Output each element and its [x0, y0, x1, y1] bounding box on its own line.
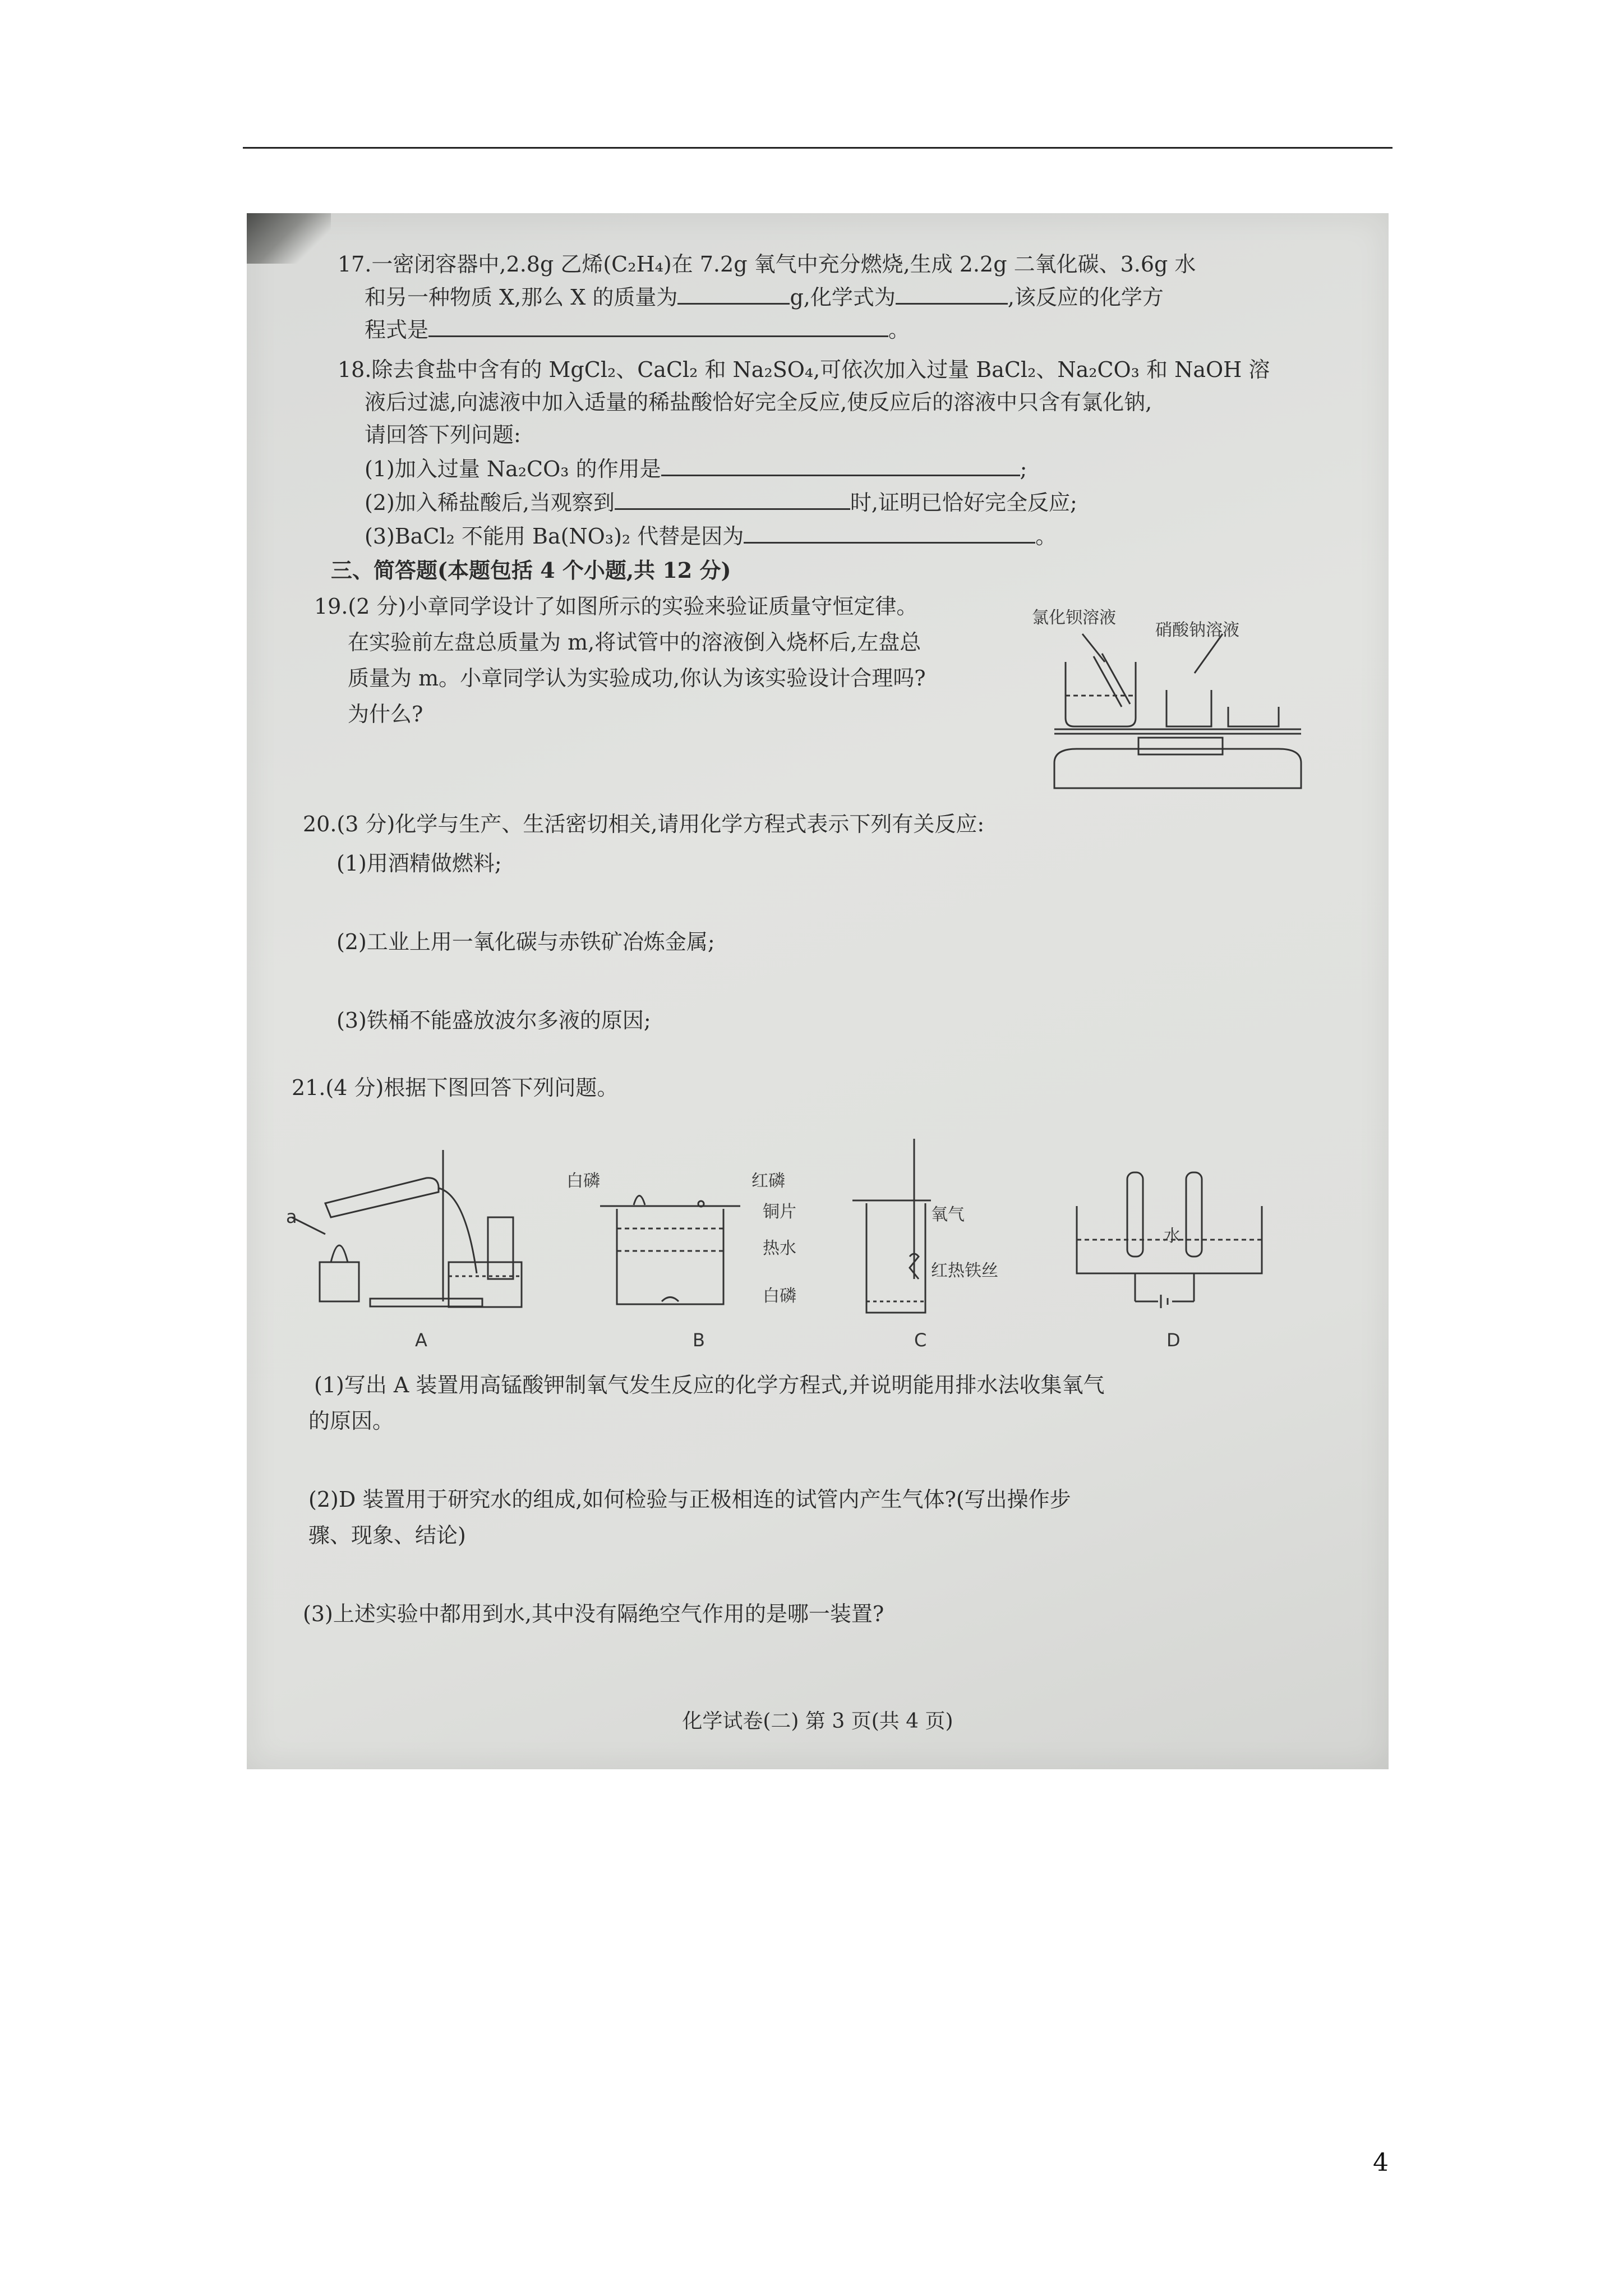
caption-d: D	[1166, 1329, 1181, 1351]
flame-icon	[634, 1196, 645, 1205]
q21-sub1-line1: (1)写出 A 装置用高锰酸钾制氧气发生反应的化学方程式,并说明能用排水法收集氧气	[314, 1373, 1105, 1397]
balance-base-top	[1138, 738, 1223, 754]
stand-base	[370, 1299, 482, 1306]
q21-sub3: (3)上述实验中都用到水,其中没有隔绝空气作用的是哪一装置?	[303, 1602, 884, 1626]
q19-line2: 在实验前左盘总质量为 m,将试管中的溶液倒入烧杯后,左盘总	[348, 630, 921, 655]
fig-a-label-a: a	[286, 1206, 297, 1227]
q18-sub2-text: (2)加入稀盐酸后,当观察到	[365, 490, 615, 515]
scanned-exam-page	[247, 213, 1389, 1769]
q18-sub3-text: (3)BaCl₂ 不能用 Ba(NO₃)₂ 代替是因为	[365, 524, 744, 549]
q17-line2-text-c: ,该反应的化学方	[1007, 285, 1164, 310]
caption-b: B	[693, 1329, 705, 1351]
fig-b-label-red-p: 红磷	[751, 1171, 785, 1191]
q19-line3: 质量为 m。小章同学认为实验成功,你认为该实验设计合理吗?	[348, 666, 926, 691]
header-rule	[243, 147, 1393, 149]
q18-line1: 18.除去食盐中含有的 MgCl₂、CaCl₂ 和 Na₂SO₄,可依次加入过量 BaCl₂、Na₂CO₃ 和 NaOH 溶	[338, 357, 1270, 382]
section-title: 三、简答题(本题包括 4 个小题,共 12 分)	[331, 558, 731, 583]
alcohol-lamp-block	[320, 1262, 359, 1301]
q18-sub1	[365, 452, 1027, 485]
q17-line1: 17.一密闭容器中,2.8g 乙烯(C₂H₄)在 7.2g 氧气中充分燃烧,生成 2.2g 二氧化碳、3.6g 水	[338, 252, 1196, 277]
red-phosphorus	[698, 1201, 704, 1207]
q17-line3	[365, 313, 910, 346]
q17-line2-text-a: 和另一种物质 X,那么 X 的质量为	[365, 285, 678, 310]
fig-b-label-white-p2: 白磷	[763, 1286, 796, 1306]
beaker-icon	[617, 1209, 723, 1304]
pointer-line-right	[1195, 634, 1223, 673]
water-trough	[449, 1262, 522, 1307]
q19-line1: 19.(2 分)小章同学设计了如图所示的实验来验证质量守恒定律。	[314, 594, 918, 619]
q18-line2: 液后过滤,向滤液中加入适量的稀盐酸恰好完全反应,使反应后的溶液中只含有氯化钠,	[365, 390, 1152, 415]
test-tube-right	[1186, 1172, 1202, 1257]
q17-blank-formula[interactable]	[896, 280, 1008, 305]
q17-line2-text-b: g,化学式为	[790, 285, 896, 310]
fig-b-label-white-p: 白磷	[566, 1171, 600, 1191]
q21-sub2-line1: (2)D 装置用于研究水的组成,如何检验与正极相连的试管内产生气体?(写出操作步	[308, 1487, 1071, 1512]
fig-c-label-oxygen: 氧气	[931, 1205, 965, 1225]
caption-a: A	[415, 1329, 427, 1351]
weights-icon	[1228, 707, 1279, 726]
q19-balance-figure	[1043, 628, 1324, 797]
q18-sub2	[365, 486, 1077, 519]
q17-blank-mass[interactable]	[677, 280, 790, 305]
fig-d-label-water: 水	[1164, 1226, 1181, 1246]
scan-shadow-corner	[247, 213, 331, 264]
q18-blank-1[interactable]	[661, 452, 1020, 476]
q19-label-bacl2: 氯化钡溶液	[1032, 608, 1116, 628]
q18-sub1-text: (1)加入过量 Na₂CO₃ 的作用是	[365, 457, 661, 481]
test-tube-left	[1127, 1172, 1143, 1257]
fig-b-label-copper: 铜片	[763, 1202, 796, 1222]
figure-a-kmno4-apparatus	[286, 1150, 527, 1318]
page-number: 4	[1373, 2148, 1389, 2177]
q18-line3: 请回答下列问题:	[365, 422, 521, 447]
q21-sub1-line2: 的原因。	[308, 1409, 394, 1433]
q17-blank-equation[interactable]	[428, 313, 888, 337]
q21-line1: 21.(4 分)根据下图回答下列问题。	[292, 1075, 619, 1100]
white-phosphorus-underwater	[662, 1297, 679, 1302]
flame-icon	[331, 1245, 348, 1262]
q20-sub3: (3)铁桶不能盛放波尔多液的原因;	[336, 1008, 651, 1033]
q18-blank-2[interactable]	[615, 486, 850, 510]
q17-line3-text-b: 。	[888, 318, 910, 342]
delivery-tube	[439, 1188, 477, 1273]
q18-sub1-end: ;	[1020, 457, 1027, 481]
q20-line1: 20.(3 分)化学与生产、生活密切相关,请用化学方程式表示下列有关反应:	[303, 812, 985, 836]
figure-b-phosphorus-combustion	[594, 1184, 774, 1318]
q18-sub3	[365, 519, 1057, 553]
figure-c-iron-wire-in-oxygen	[847, 1139, 965, 1318]
q21-sub2-line2: 骤、现象、结论)	[308, 1523, 466, 1548]
gas-jar	[488, 1217, 513, 1279]
q20-sub2: (2)工业上用一氧化碳与赤铁矿冶炼金属;	[336, 930, 715, 954]
q18-blank-3[interactable]	[744, 519, 1035, 544]
q18-sub3-end: 。	[1035, 524, 1057, 549]
fig-b-label-hot-water: 热水	[763, 1239, 796, 1258]
q17-line3-text-a: 程式是	[365, 318, 429, 342]
q18-sub2-end: 时,证明已恰好完全反应;	[850, 490, 1077, 515]
q17-line2	[365, 280, 1164, 314]
q19-label-nano3: 硝酸钠溶液	[1155, 620, 1239, 640]
small-flask-icon	[1166, 690, 1211, 726]
test-tube-icon	[325, 1178, 439, 1217]
q20-sub1: (1)用酒精做燃料;	[336, 851, 502, 876]
fig-c-label-iron-wire: 红热铁丝	[931, 1261, 998, 1281]
exam-footer: 化学试卷(二) 第 3 页(共 4 页)	[682, 1710, 953, 1733]
caption-c: C	[914, 1329, 927, 1351]
q19-line4: 为什么?	[348, 702, 423, 726]
